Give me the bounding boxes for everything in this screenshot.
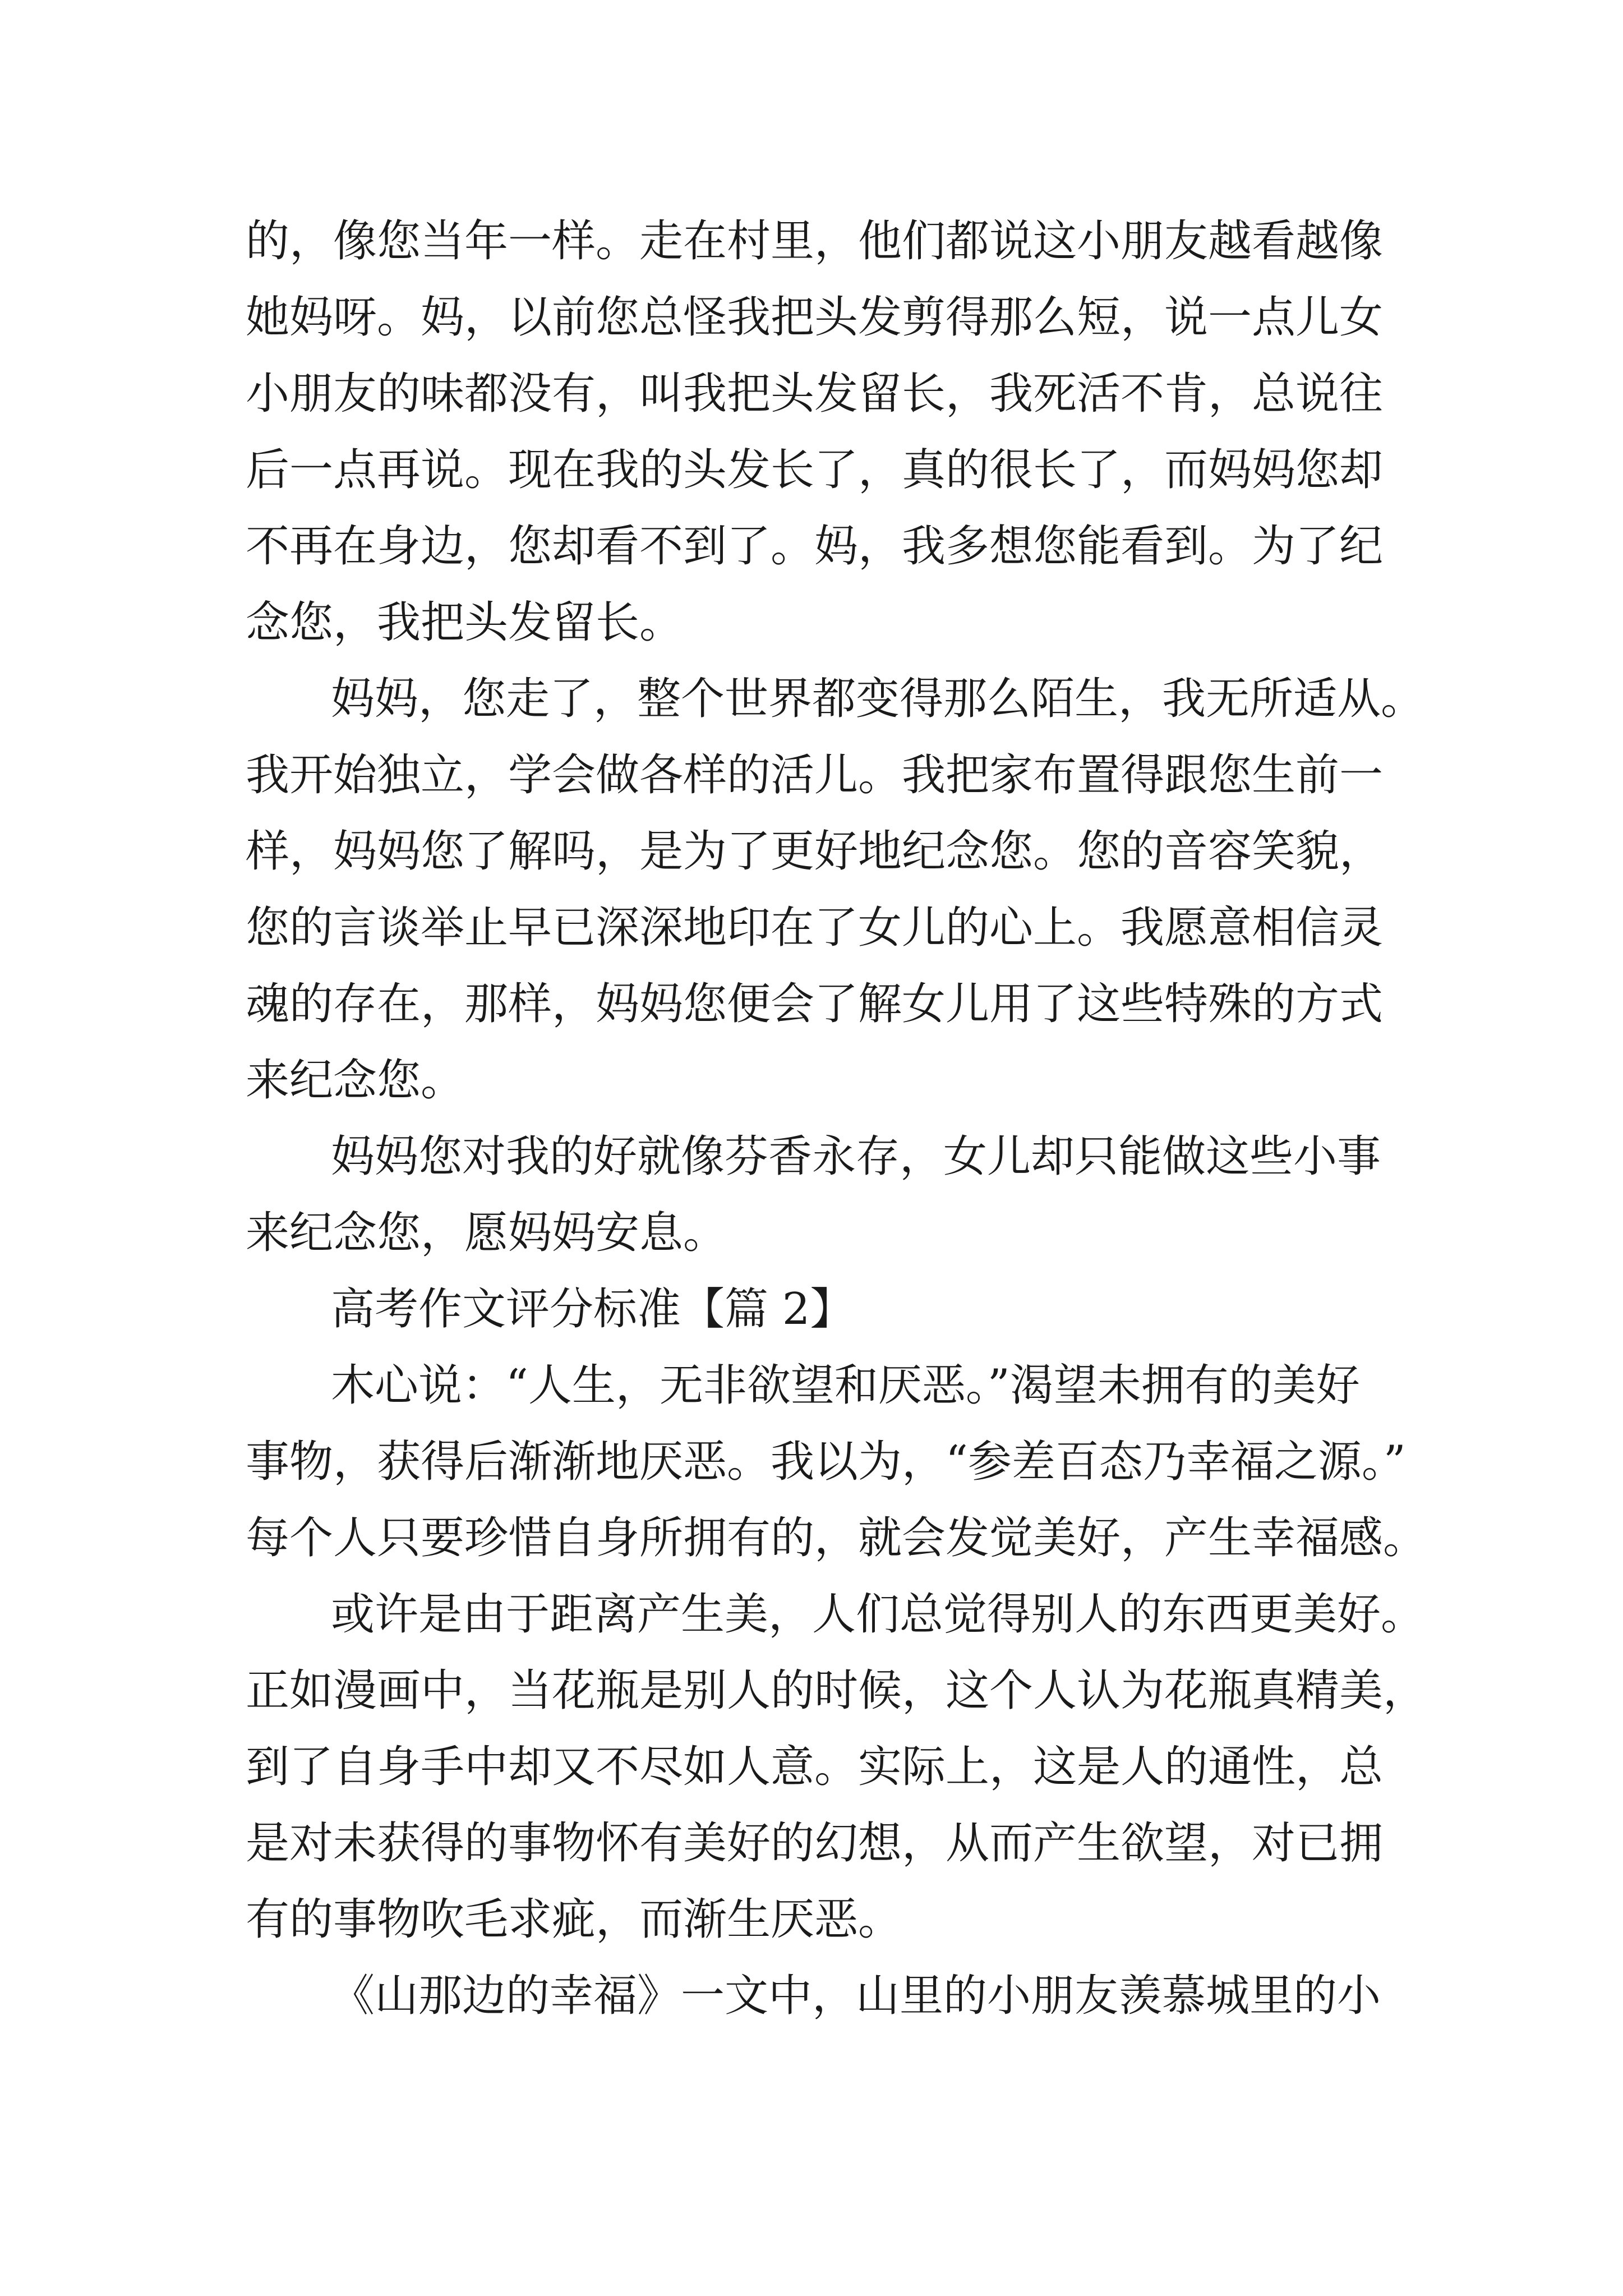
text-line: 高考作文评分标准【篇 2】	[331, 1284, 854, 1335]
paragraph	[246, 661, 1446, 1119]
text-line: 的，像您当年一样。走在村里，他们都说这小朋友越看越像	[246, 216, 1384, 266]
text-line: 每个人只要珍惜自身所拥有的，就会发觉美好，产生幸福感。	[246, 1513, 1427, 1563]
text-line: 有的事物吹毛求疵，而渐生厌恶。	[246, 1894, 902, 1945]
text-line: 是对未获得的事物怀有美好的幻想，从而产生欲望，对已拥	[246, 1818, 1384, 1869]
paragraph	[246, 1958, 1446, 2034]
text-line: 妈妈，您走了，整个世界都变得那么陌生，我无所适从。	[331, 674, 1425, 724]
text-line: 或许是由于距离产生美，人们总觉得别人的东西更美好。	[331, 1589, 1425, 1640]
text-line: 我开始独立，学会做各样的活儿。我把家布置得跟您生前一	[246, 750, 1384, 800]
text-line: 《山那边的幸福》一文中，山里的小朋友羡慕城里的小	[331, 1971, 1381, 2021]
text-line: 来纪念您。	[246, 1055, 465, 1106]
text-line: 她妈呀。妈，以前您总怪我把头发剪得那么短，说一点儿女	[246, 292, 1384, 343]
paragraph	[246, 1347, 1446, 1576]
text-line: 念您，我把头发留长。	[246, 597, 684, 648]
text-line: 正如漫画中，当花瓶是别人的时候，这个人认为花瓶真精美，	[246, 1665, 1427, 1716]
paragraph	[246, 1119, 1446, 1271]
text-line: 后一点再说。现在我的头发长了，真的很长了，而妈妈您却	[246, 445, 1384, 495]
text-line: 木心说：“人生，无非欲望和厌恶。”渴望未拥有的美好	[331, 1360, 1360, 1411]
text-line: 魂的存在，那样，妈妈您便会了解女儿用了这些特殊的方式	[246, 979, 1384, 1029]
text-line: 来纪念您，愿妈妈安息。	[246, 1208, 727, 1258]
document-body	[246, 203, 1446, 2034]
paragraph	[246, 203, 1446, 661]
paragraph	[246, 1271, 1446, 1347]
text-line: 事物，获得后渐渐地厌恶。我以为，“参差百态乃幸福之源。”	[246, 1437, 1406, 1487]
text-line: 到了自身手中却又不尽如人意。实际上，这是人的通性，总	[246, 1742, 1384, 1792]
text-line: 不再在身边，您却看不到了。妈，我多想您能看到。为了纪	[246, 521, 1384, 572]
text-line: 妈妈您对我的好就像芬香永存，女儿却只能做这些小事	[331, 1131, 1381, 1182]
text-line: 您的言谈举止早已深深地印在了女儿的心上。我愿意相信灵	[246, 903, 1384, 953]
paragraph	[246, 1576, 1446, 1958]
text-line: 样，妈妈您了解吗，是为了更好地纪念您。您的音容笑貌，	[246, 826, 1384, 877]
text-line: 小朋友的味都没有，叫我把头发留长，我死活不肯，总说往	[246, 369, 1384, 419]
